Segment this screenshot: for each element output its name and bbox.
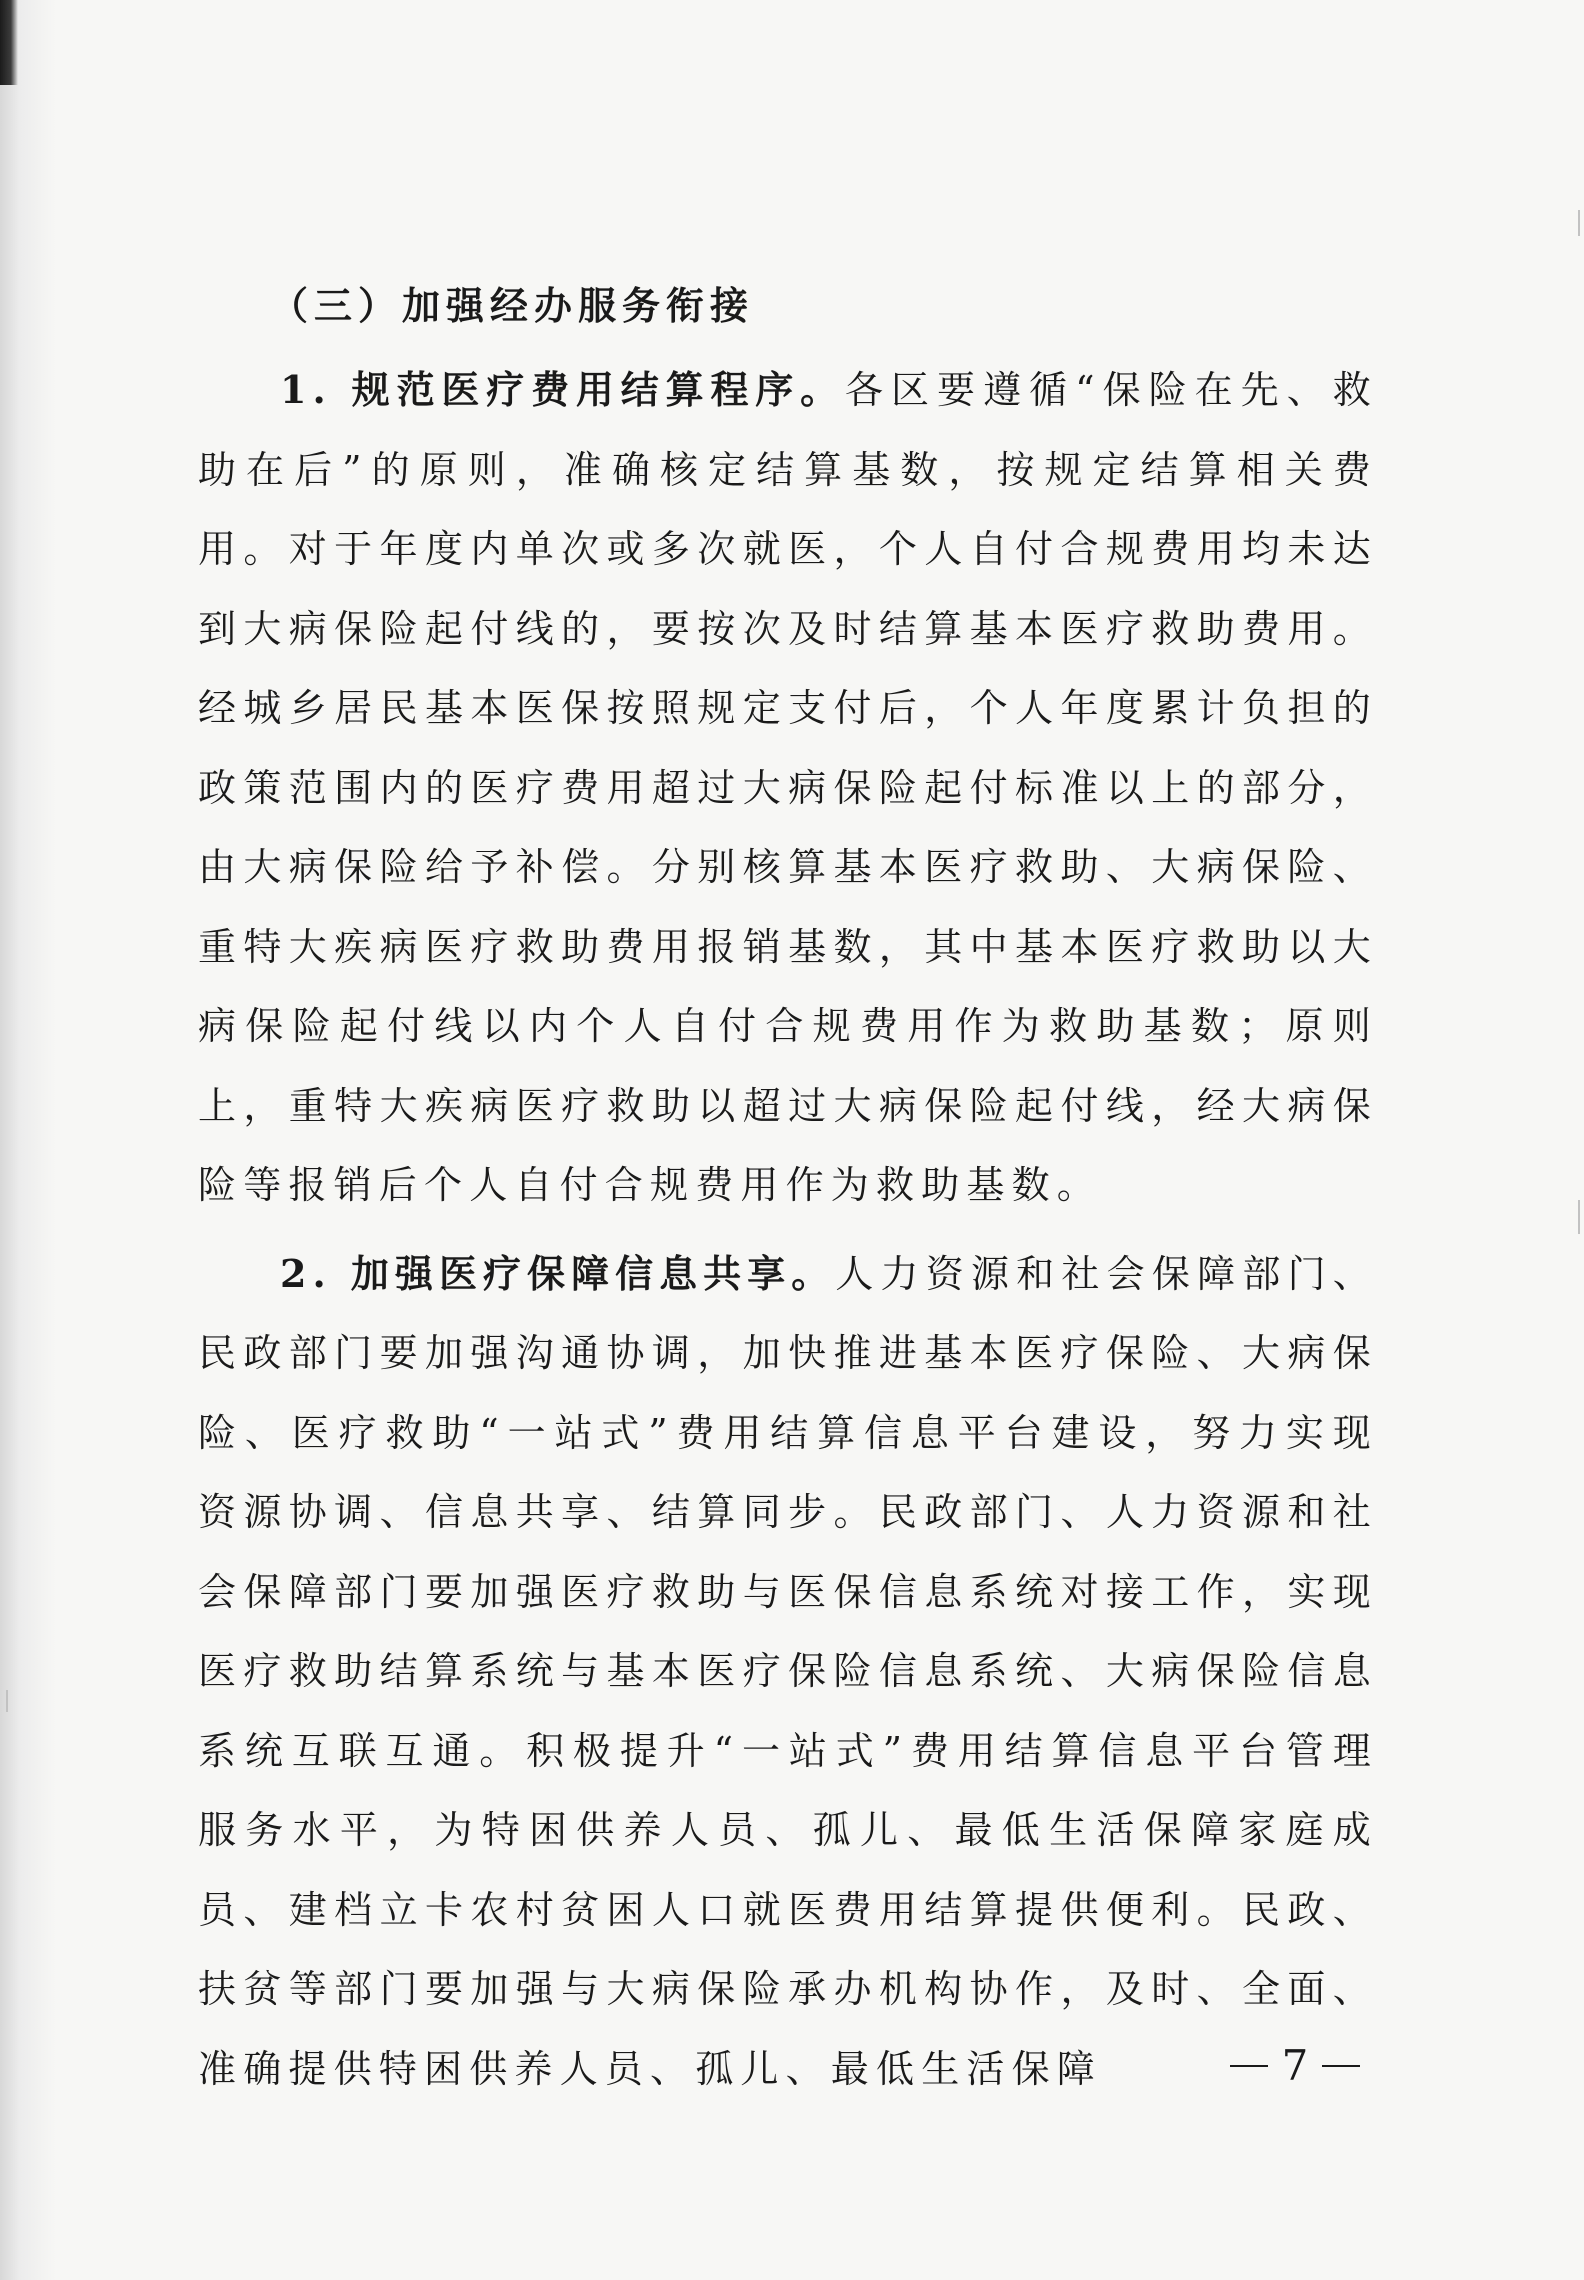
scan-speck: [1578, 210, 1580, 236]
scan-speck: [6, 1690, 8, 1712]
page-number-value: 7: [1281, 2041, 1309, 2090]
document-page: [198, 270, 1378, 2109]
paragraph-lead: 1. 规范医疗费用结算程序。: [280, 367, 845, 412]
scan-left-shadow: [0, 0, 56, 2280]
page-number-left-dash: [1230, 2065, 1268, 2067]
page-number-right-dash: [1322, 2065, 1360, 2067]
scan-top-mark: [0, 0, 18, 85]
paragraph-body: 各区要遵循“保险在先、救助在后”的原则，准确核定结算基数，按规定结算相关费用。对于年度内单次或多次就医，个人自付合规费用均未达到大病保险起付线的，要按次及时结算基本医疗救助费用。经城乡居民基本医保按照规定支付后，个人年度累计负担的政策范围内的医疗费用超过大病保险起付标准以上的部分，由大病保险给予补偿。分别核算基本医疗救助、大病保险、重特大疾病医疗救助费用报销基数，其中基本医疗救助以大病保险起付线以内个人自付合规费用作为救助基数；原则上，重特大疾病医疗救助以超过大病保险起付线，经大病保险等报销后个人自付合规费用作为救助基数。: [198, 368, 1378, 1207]
paragraph-body: 人力资源和社会保障部门、民政部门要加强沟通协调，加快推进基本医疗保险、大病保险、医疗救助“一站式”费用结算信息平台建设，努力实现资源协调、信息共享、结算同步。民政部门、人力资源和社会保障部门要加强医疗救助与医保信息系统对接工作，实现医疗救助结算系统与基本医疗保险信息系统、大病保险信息系统互联互通。积极提升“一站式”费用结算信息平台管理服务水平，为特困供养人员、孤儿、最低生活保障家庭成员、建档立卡农村贫困人口就医费用结算提供便利。民政、扶贫等部门要加强与大病保险承办机构协作，及时、全面、准确提供特困供养人员、孤儿、最低生活保障: [198, 1251, 1378, 2091]
scan-speck: [1578, 1200, 1580, 1234]
paragraph-lead: 2. 加强医疗保障信息共享。: [280, 1250, 836, 1296]
page-number: [1215, 2036, 1375, 2096]
paragraph-settlement-procedure: [198, 350, 1378, 1226]
paragraph-information-sharing: [198, 1234, 1378, 2110]
section-heading: （三）加强经办服务衔接: [270, 283, 755, 328]
